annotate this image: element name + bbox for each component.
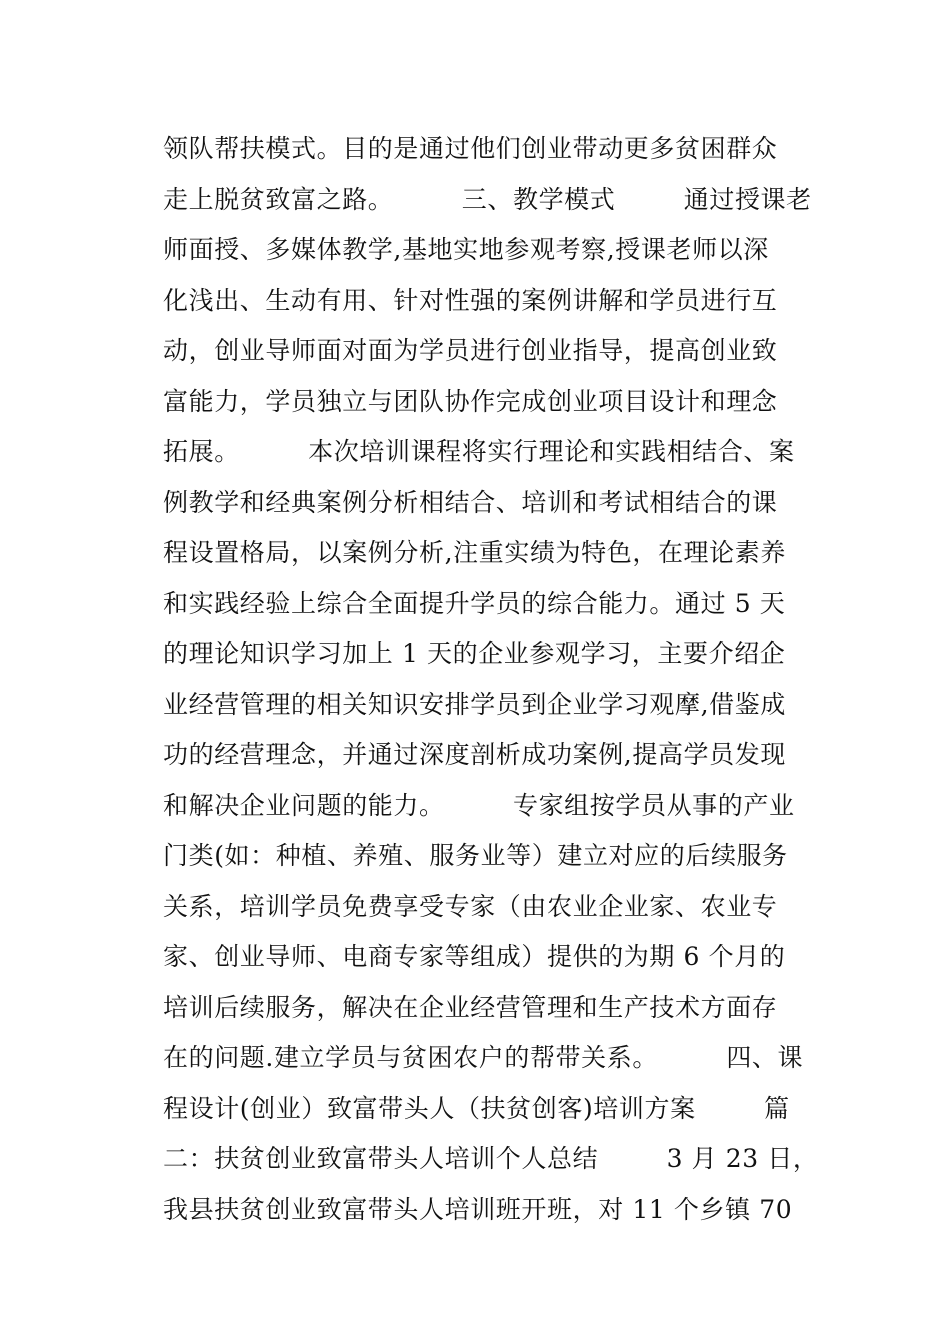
text-line: 二：扶贫创业致富带头人培训个人总结 3 月 23 日， <box>163 1144 819 1173</box>
text-line: 功的经营理念，并通过深度剖析成功案例,提高学员发现 <box>163 740 786 769</box>
text-line: 程设置格局，以案例分析,注重实绩为特色，在理论素养 <box>163 538 786 567</box>
text-line: 动，创业导师面对面为学员进行创业指导，提高创业致 <box>163 336 778 365</box>
text-line: 领队帮扶模式。目的是通过他们创业带动更多贫困群众 <box>163 134 778 163</box>
text-line: 门类(如：种植、养殖、服务业等）建立对应的后续服务 <box>163 841 788 870</box>
text-line: 的理论知识学习加上 1 天的企业参观学习，主要介绍企 <box>163 639 786 668</box>
text-line: 在的问题.建立学员与贫困农户的帮带关系。 四、课 <box>163 1043 804 1072</box>
text-line: 和实践经验上综合全面提升学员的综合能力。通过 5 天 <box>163 588 786 618</box>
text-line: 关系，培训学员免费享受专家（由农业企业家、农业专 <box>163 891 778 921</box>
text-line: 和解决企业问题的能力。 专家组按学员从事的产业 <box>163 790 795 820</box>
text-line: 走上脱贫致富之路。 三、教学模式 通过授课老 <box>163 184 812 214</box>
text-line: 培训后续服务，解决在企业经营管理和生产技术方面存 <box>163 992 778 1022</box>
text-line: 业经营管理的相关知识安排学员到企业学习观摩,借鉴成 <box>163 689 786 719</box>
text-line: 富能力，学员独立与团队协作完成创业项目设计和理念 <box>163 386 778 416</box>
text-line: 程设计(创业）致富带头人（扶贫创客)培训方案 篇 <box>163 1093 790 1123</box>
text-line: 化浅出、生动有用、针对性强的案例讲解和学员进行互 <box>163 285 778 315</box>
text-line: 师面授、多媒体教学,基地实地参观考察,授课老师以深 <box>163 235 769 264</box>
text-line: 家、创业导师、电商专家等组成）提供的为期 6 个月的 <box>163 942 786 971</box>
text-line: 例教学和经典案例分析相结合、培训和考试相结合的课 <box>163 487 778 517</box>
text-line: 拓展。 本次培训课程将实行理论和实践相结合、案 <box>163 437 795 466</box>
text-line: 我县扶贫创业致富带头人培训班开班，对 11 个乡镇 70 <box>163 1194 793 1224</box>
body-text <box>163 124 819 1235</box>
